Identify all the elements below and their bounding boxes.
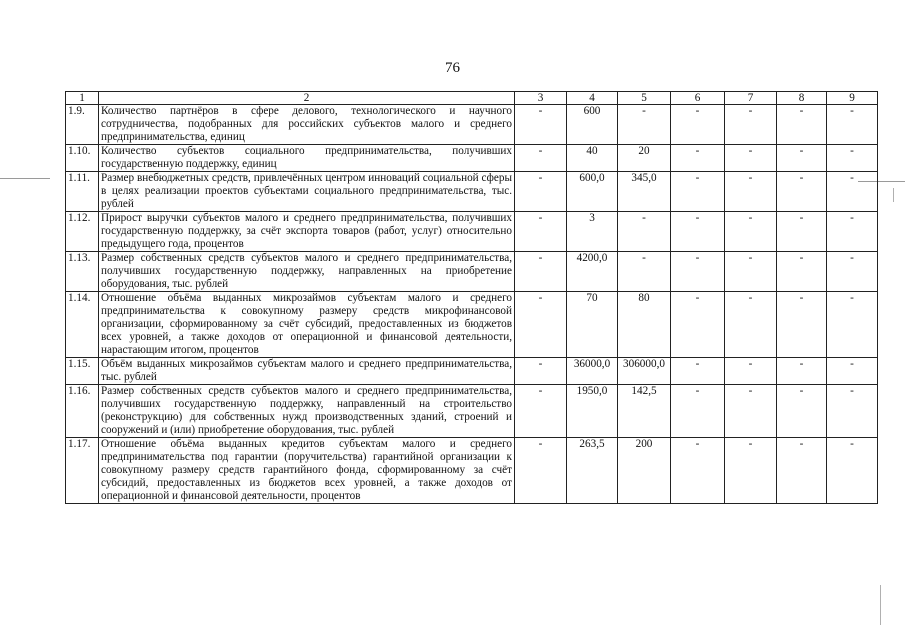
indicator-table <box>65 91 878 504</box>
row-number: 1.9. <box>66 105 99 145</box>
row-number: 1.16. <box>66 385 99 438</box>
value-cell: - <box>515 438 567 504</box>
row-number: 1.11. <box>66 172 99 212</box>
value-cell: - <box>827 172 878 212</box>
row-number: 1.15. <box>66 358 99 385</box>
row-number: 1.12. <box>66 212 99 252</box>
value-cell: - <box>725 252 777 292</box>
value-cell: - <box>515 172 567 212</box>
column-header: 5 <box>618 92 671 105</box>
value-cell: - <box>725 358 777 385</box>
value-cell: - <box>827 292 878 358</box>
value-cell: - <box>618 212 671 252</box>
value-cell: 3 <box>567 212 618 252</box>
value-cell: - <box>827 252 878 292</box>
value-cell: - <box>618 105 671 145</box>
value-cell: - <box>671 105 725 145</box>
value-cell: 80 <box>618 292 671 358</box>
value-cell: - <box>827 212 878 252</box>
value-cell: - <box>777 358 827 385</box>
value-cell: - <box>671 212 725 252</box>
value-cell: - <box>515 105 567 145</box>
value-cell: - <box>725 292 777 358</box>
value-cell: - <box>515 358 567 385</box>
value-cell: 70 <box>567 292 618 358</box>
value-cell: - <box>671 438 725 504</box>
value-cell: - <box>725 438 777 504</box>
value-cell: 142,5 <box>618 385 671 438</box>
header-row <box>66 92 878 105</box>
value-cell: - <box>777 172 827 212</box>
value-cell: - <box>671 385 725 438</box>
column-header: 1 <box>66 92 99 105</box>
indicator-description: Прирост выручки субъектов малого и среднего предпринимательства, получивших государственную поддержку, за счёт экспорта товаров (работ, услуг) относительно предыдущего года, процентов <box>99 212 515 252</box>
table-row <box>66 105 878 145</box>
indicator-description: Количество субъектов социального предпринимательства, получивших государственную поддержку, единиц <box>99 145 515 172</box>
value-cell: - <box>671 252 725 292</box>
value-cell: 263,5 <box>567 438 618 504</box>
value-cell: 345,0 <box>618 172 671 212</box>
scan-artifact-bottom-right-vertical <box>880 585 881 625</box>
value-cell: - <box>515 385 567 438</box>
page-number: 76 <box>445 60 460 76</box>
value-cell: - <box>618 252 671 292</box>
table-row <box>66 252 878 292</box>
scan-artifact-right-vertical <box>893 188 894 202</box>
column-header: 6 <box>671 92 725 105</box>
table-row <box>66 358 878 385</box>
value-cell: - <box>671 292 725 358</box>
value-cell: - <box>777 145 827 172</box>
value-cell: 36000,0 <box>567 358 618 385</box>
value-cell: 20 <box>618 145 671 172</box>
indicator-description: Количество партнёров в сфере делового, технологического и научного сотрудничества, подобранных для российских субъектов малого и среднего предпринимательства, единиц <box>99 105 515 145</box>
value-cell: - <box>777 385 827 438</box>
table-row <box>66 212 878 252</box>
value-cell: - <box>777 438 827 504</box>
value-cell: 1950,0 <box>567 385 618 438</box>
value-cell: - <box>827 145 878 172</box>
value-cell: - <box>515 212 567 252</box>
row-number: 1.10. <box>66 145 99 172</box>
indicator-description: Размер внебюджетных средств, привлечённых центром инноваций социальной сферы в целях реализации проектов субъектами социального предпринимательства, тыс. рублей <box>99 172 515 212</box>
indicator-description: Объём выданных микрозаймов субъектам малого и среднего предпринимательства, тыс. рублей <box>99 358 515 385</box>
value-cell: - <box>725 385 777 438</box>
value-cell: - <box>827 105 878 145</box>
value-cell: - <box>777 105 827 145</box>
indicator-description: Отношение объёма выданных микрозаймов субъектам малого и среднего предпринимательства к совокупному размеру средств микрофинансовой организации, сформированному за счёт субсидий, предоставленных из бюджетов всех уровней, а также доходов от операционной и финансовой деятельности, нарастающим итогом, процентов <box>99 292 515 358</box>
value-cell: - <box>515 145 567 172</box>
row-number: 1.14. <box>66 292 99 358</box>
value-cell: - <box>827 438 878 504</box>
value-cell: - <box>671 172 725 212</box>
table-row <box>66 145 878 172</box>
table-row <box>66 438 878 504</box>
value-cell: - <box>777 252 827 292</box>
value-cell: - <box>515 292 567 358</box>
value-cell: 306000,0 <box>618 358 671 385</box>
value-cell: - <box>725 212 777 252</box>
value-cell: - <box>725 105 777 145</box>
value-cell: - <box>777 212 827 252</box>
indicator-description: Размер собственных средств субъектов малого и среднего предпринимательства, получивших государственную поддержку, направленный на строительство (реконструкцию) для собственных нужд производственных зданий, строений и сооружений и (или) приобретение оборудования, тыс. рублей <box>99 385 515 438</box>
value-cell: - <box>515 252 567 292</box>
value-cell: - <box>827 385 878 438</box>
value-cell: 200 <box>618 438 671 504</box>
row-number: 1.17. <box>66 438 99 504</box>
table-row <box>66 172 878 212</box>
column-header: 4 <box>567 92 618 105</box>
table-row <box>66 292 878 358</box>
table-row <box>66 385 878 438</box>
value-cell: 40 <box>567 145 618 172</box>
value-cell: - <box>671 358 725 385</box>
scan-artifact-left <box>0 178 50 179</box>
column-header: 2 <box>99 92 515 105</box>
column-header: 9 <box>827 92 878 105</box>
column-header: 3 <box>515 92 567 105</box>
column-header: 7 <box>725 92 777 105</box>
value-cell: - <box>671 145 725 172</box>
value-cell: 600 <box>567 105 618 145</box>
column-header: 8 <box>777 92 827 105</box>
indicator-description: Размер собственных средств субъектов малого и среднего предпринимательства, получивших государственную поддержку, направленных на приобретение оборудования, тыс. рублей <box>99 252 515 292</box>
indicator-description: Отношение объёма выданных кредитов субъектам малого и среднего предпринимательства под гарантии (поручительства) гарантийной организации к совокупному размеру средств гарантийного фонда, сформированному за счёт субсидий, предоставленных из бюджетов всех уровней, а также доходов от операционной и финансовой деятельности, процентов <box>99 438 515 504</box>
value-cell: - <box>827 358 878 385</box>
value-cell: - <box>777 292 827 358</box>
value-cell: - <box>725 145 777 172</box>
value-cell: 600,0 <box>567 172 618 212</box>
value-cell: - <box>725 172 777 212</box>
value-cell: 4200,0 <box>567 252 618 292</box>
row-number: 1.13. <box>66 252 99 292</box>
